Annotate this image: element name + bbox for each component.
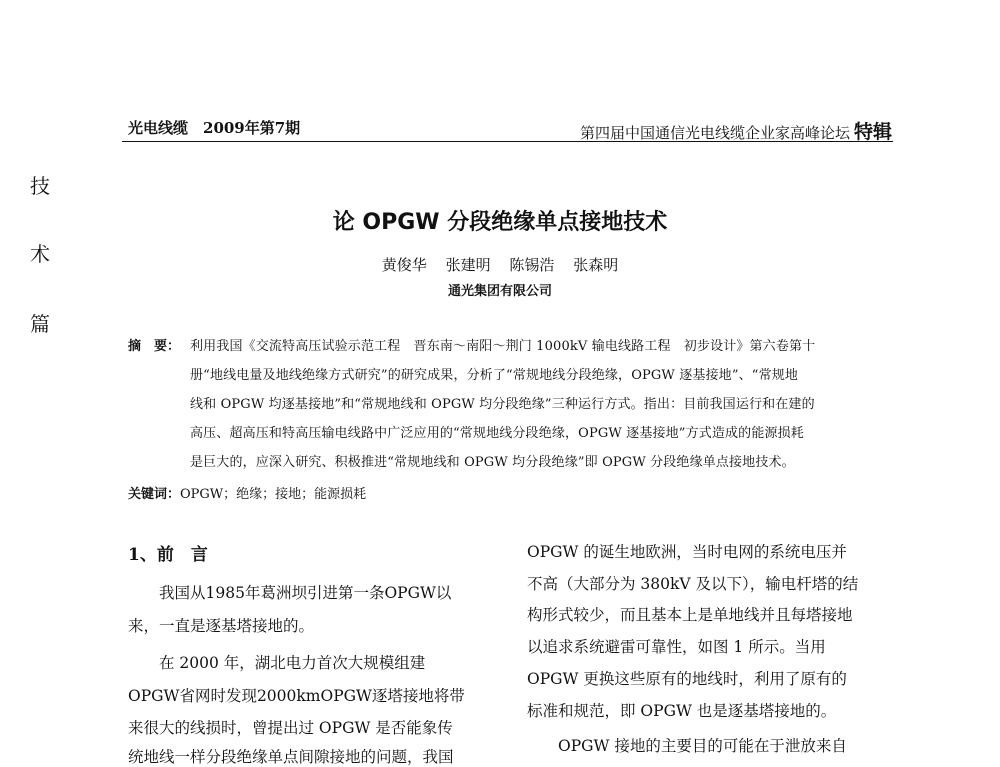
body-line: 我国从1985年葛洲坝引进第一条OPGW以 (128, 584, 452, 602)
body-line: 构形式较少，而且基本上是单地线并且每塔接地 (527, 606, 853, 624)
abstract-line: 利用我国《交流特高压试验示范工程 晋东南～南阳～荆门 1000kV 输电线路工程 初步设计》第六卷第十 (190, 339, 816, 354)
author: 张建明 (445, 256, 491, 274)
body-line: OPGW 接地的主要目的可能在于泄放来自 (527, 737, 847, 755)
author: 黄俊华 (381, 256, 427, 274)
body-line: 以追求系统避雷可靠性，如图 1 所示。当用 (527, 638, 826, 656)
author-list (0, 254, 1000, 275)
author: 陈锡浩 (509, 256, 555, 274)
abstract-line: 高压、超高压和特高压输电线路中广泛应用的“常规地线分段绝缘，OPGW 逐基接地”方式造成的能源损耗 (190, 426, 804, 441)
header-tag: 特辑 (853, 121, 892, 143)
body-line: OPGW 的诞生地欧洲，当时电网的系统电压并 (527, 543, 847, 561)
body-line: OPGW 更换这些原有的地线时，利用了原有的 (527, 670, 847, 688)
side-label-char: 篇 (30, 312, 50, 336)
body-line: 不高（大部分为 380kV 及以下），输电杆塔的结 (527, 575, 859, 593)
author: 张森明 (573, 256, 619, 274)
paper-title: 论 OPGW 分段绝缘单点接地技术 (332, 210, 668, 235)
header-journal: 光电线缆 2009年第7期 (128, 119, 301, 137)
abstract-line: 是巨大的，应深入研究、积极推进“常规地线和 OPGW 均分段绝缘”即 OPGW 分段绝缘单点接地技术。 (190, 455, 795, 470)
keywords-text: OPGW；绝缘；接地；能源损耗 (180, 487, 367, 502)
abstract-label: 摘 要： (128, 339, 181, 354)
section-heading: 1、前 言 (128, 545, 208, 565)
body-line: 统地线一样分段绝缘单点间隙接地的问题，我国 (128, 748, 454, 766)
keywords-label: 关键词： (128, 487, 181, 502)
affiliation: 通光集团有限公司 (447, 284, 552, 299)
header-forum-text: 第四届中国通信光电线缆企业家高峰论坛 (579, 124, 850, 142)
body-line: OPGW省网时发现2000kmOPGW逐塔接地将带 (128, 687, 465, 705)
abstract-line: 线和 OPGW 均逐基接地”和“常规地线和 OPGW 均分段绝缘”三种运行方式。指出：目前我国运行和在建的 (190, 397, 815, 412)
side-label-char: 术 (30, 242, 50, 266)
header-rule (122, 141, 893, 142)
header-forum (580, 117, 892, 144)
abstract-line: 册“地线电量及地线绝缘方式研究”的研究成果，分析了“常规地线分段绝缘，OPGW 逐基接地”、“常规地 (190, 368, 799, 383)
body-line: 来很大的线损时，曾提出过 OPGW 是否能象传 (128, 719, 453, 737)
side-label-char: 技 (30, 174, 50, 198)
body-line: 在 2000 年，湖北电力首次大规模组建 (128, 654, 426, 672)
body-line: 来，一直是逐基塔接地的。 (128, 617, 315, 635)
keywords (128, 483, 366, 502)
body-line: 标准和规范，即 OPGW 也是逐基塔接地的。 (527, 702, 837, 720)
